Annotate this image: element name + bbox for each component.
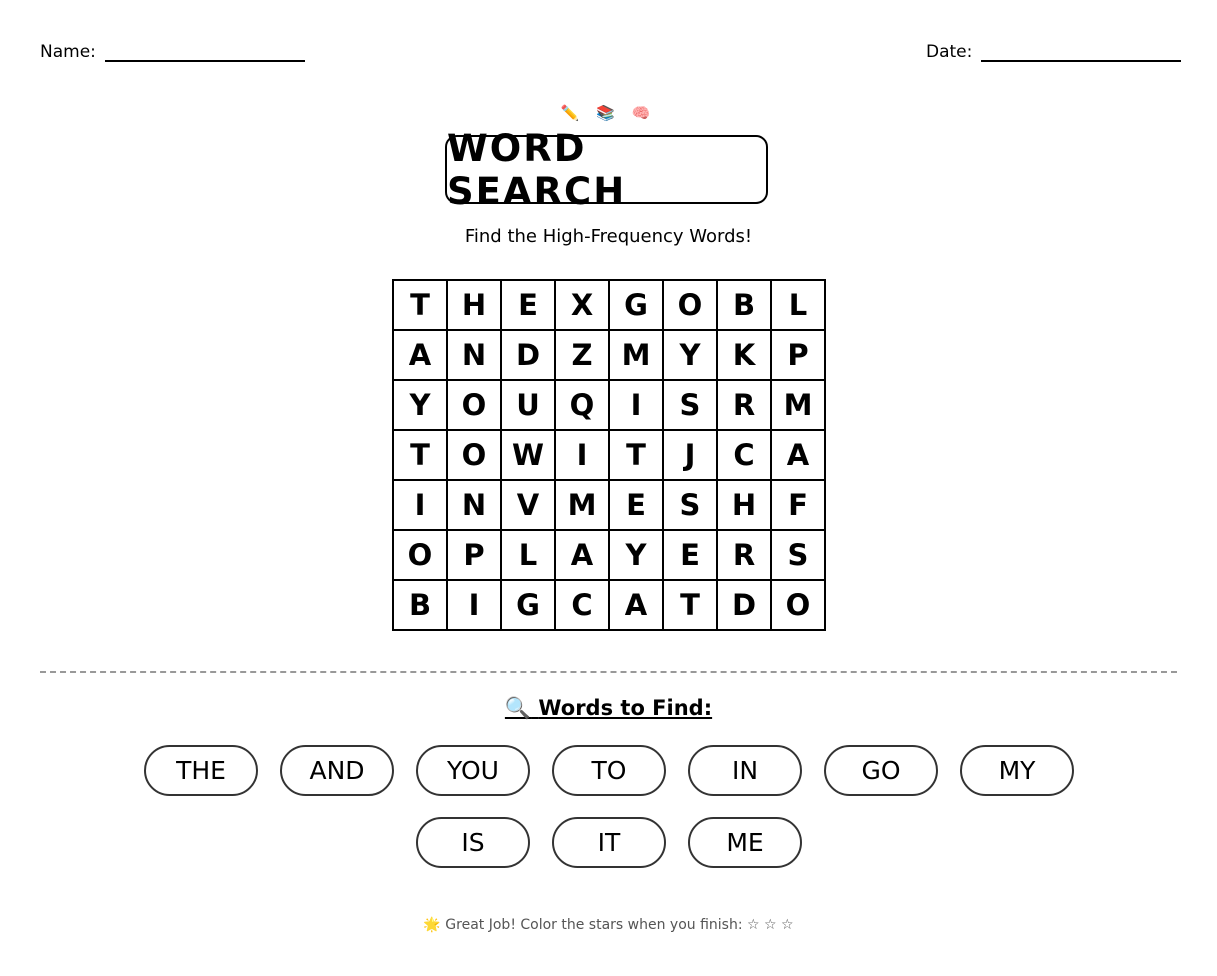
grid-cell[interactable]: Q (556, 381, 610, 431)
grid-cell[interactable]: G (502, 581, 556, 631)
grid-cell[interactable]: H (718, 481, 772, 531)
date-label: Date: (926, 42, 973, 62)
grid-cell[interactable]: I (448, 581, 502, 631)
grid-cell[interactable]: T (394, 281, 448, 331)
grid-cell[interactable]: M (610, 331, 664, 381)
page-subtitle: Find the High-Frequency Words! (464, 226, 753, 247)
grid-cell[interactable]: N (448, 331, 502, 381)
grid-cell[interactable]: E (664, 531, 718, 581)
grid-cell[interactable]: W (502, 431, 556, 481)
grid-cell[interactable]: T (610, 431, 664, 481)
page-title-text: WORD SEARCH (447, 126, 627, 213)
name-blank-line[interactable] (105, 46, 305, 62)
grid-cell[interactable]: T (664, 581, 718, 631)
grid-cell[interactable]: G (610, 281, 664, 331)
grid-cell[interactable]: L (772, 281, 826, 331)
grid-cell[interactable]: M (556, 481, 610, 531)
date-field[interactable] (926, 42, 1181, 62)
grid-cell[interactable]: I (394, 481, 448, 531)
grid-cell[interactable]: D (718, 581, 772, 631)
word-chip[interactable]: IS (416, 817, 530, 868)
words-heading-text: Words to Find: (538, 696, 713, 720)
grid-cell[interactable]: Z (556, 331, 610, 381)
word-chip[interactable]: IN (688, 745, 802, 796)
grid-cell[interactable]: O (448, 431, 502, 481)
name-field[interactable] (40, 42, 305, 62)
grid-cell[interactable]: S (664, 481, 718, 531)
grid-cell[interactable]: O (664, 281, 718, 331)
grid-cell[interactable]: S (772, 531, 826, 581)
grid-cell[interactable]: A (556, 531, 610, 581)
grid-cell[interactable]: B (718, 281, 772, 331)
grid-cell[interactable]: H (448, 281, 502, 331)
word-chip[interactable]: ME (688, 817, 802, 868)
word-chip[interactable]: IT (552, 817, 666, 868)
footer-message: 🌟 Great Job! Color the stars when you finish: ☆ ☆ ☆ (423, 917, 794, 933)
date-blank-line[interactable] (981, 46, 1181, 62)
grid-cell[interactable]: X (556, 281, 610, 331)
grid-cell[interactable]: J (664, 431, 718, 481)
grid-cell[interactable]: E (610, 481, 664, 531)
grid-cell[interactable]: V (502, 481, 556, 531)
grid-cell[interactable]: P (772, 331, 826, 381)
grid-cell[interactable]: T (394, 431, 448, 481)
section-divider (40, 671, 1177, 673)
page-title (445, 126, 768, 213)
grid-cell[interactable]: O (394, 531, 448, 581)
word-chip[interactable]: AND (280, 745, 394, 796)
grid-cell[interactable]: C (556, 581, 610, 631)
words-to-find-heading (0, 696, 1217, 721)
grid-cell[interactable]: U (502, 381, 556, 431)
grid-cell[interactable]: I (610, 381, 664, 431)
grid-cell[interactable]: D (502, 331, 556, 381)
grid-cell[interactable]: P (448, 531, 502, 581)
grid-cell[interactable]: Y (610, 531, 664, 581)
grid-cell[interactable]: C (718, 431, 772, 481)
word-chip[interactable]: MY (960, 745, 1074, 796)
grid-cell[interactable]: Y (664, 331, 718, 381)
grid-cell[interactable]: A (610, 581, 664, 631)
grid-cell[interactable]: R (718, 531, 772, 581)
grid-cell[interactable]: B (394, 581, 448, 631)
grid-cell[interactable]: O (448, 381, 502, 431)
grid-cell[interactable]: F (772, 481, 826, 531)
grid-cell[interactable]: N (448, 481, 502, 531)
grid-cell[interactable]: R (718, 381, 772, 431)
word-chip[interactable]: GO (824, 745, 938, 796)
grid-cell[interactable]: I (556, 431, 610, 481)
grid-cell[interactable]: L (502, 531, 556, 581)
word-chip[interactable]: THE (144, 745, 258, 796)
grid-cell[interactable]: A (772, 431, 826, 481)
grid-cell[interactable]: E (502, 281, 556, 331)
grid-cell[interactable]: Y (394, 381, 448, 431)
word-chip[interactable]: TO (552, 745, 666, 796)
magnifier-icon: 🔍 (504, 696, 532, 720)
word-list (83, 745, 1135, 868)
grid-cell[interactable]: O (772, 581, 826, 631)
grid-cell[interactable]: S (664, 381, 718, 431)
grid-cell[interactable]: M (772, 381, 826, 431)
word-search-grid (392, 279, 826, 631)
grid-cell[interactable]: K (718, 331, 772, 381)
title-decoration-icons: ✏️ 📚 🧠 (560, 104, 657, 122)
name-label: Name: (40, 42, 96, 62)
word-chip[interactable]: YOU (416, 745, 530, 796)
grid-cell[interactable]: A (394, 331, 448, 381)
